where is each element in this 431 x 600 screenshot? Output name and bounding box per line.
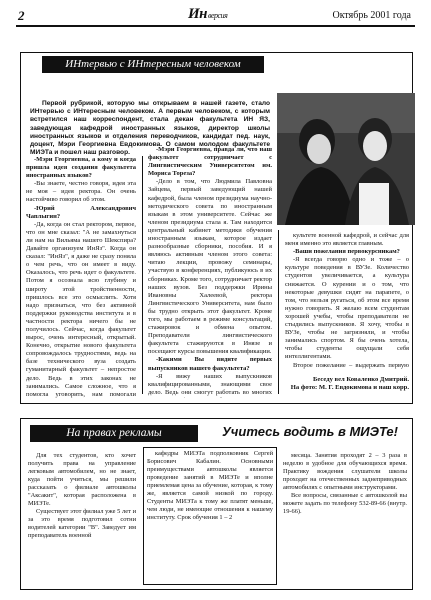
signature-author: Беседу вел Коваленко Дмитрий. [313,376,409,383]
issue-date: Октябрь 2001 года [332,10,411,21]
interview-section-title: ИНтервью с ИНтересным человеком [42,56,264,73]
ad-paragraph: кафедры МИЭТа подполковник Сергей Борисович Кабалин. Основными преимуществами автошколы является проведение занятий в МИЭТе и вполне приемлемая цена за обучение, которая, к тому же, является самой низкой по городу. Студенты МИЭТа к тому же платят меньше, чем люди, не имеющие отношения к нашему институту. Срок обучения 1 – 2 [147,450,273,521]
logo-main: Ин [188,6,207,22]
ads-section-title: На правах рекламы [30,425,198,442]
interview-question: -Юрий Александрович Чаплыгин? [26,204,136,220]
signature-photo-credit: На фото: М. Г. Евдокимова и наш корр. [290,384,409,392]
interview-answer: -Да, когда он стал ректором, первое, что он мне сказал: "А не замахнуться ли нам на Вильяма нашего Шекспира? Давайте организуем ИнЯз". Когда он сказал: "ИнЯз", я даже не сразу поняла о чем речь, что он имеет в виду. Оказалось, что речь идет о факультете. Потом я осознала всю глубину и широту этой тройственности, пришлось все это осмыслить. Хотя надо признаться, что без активной поддержки руководства института и в частности ректора ничего бы не получилось. Сейчас, когда факультет вырос, очень интересный, открытый. Конечно, открытие нового факультета сопровождалось трудностями, ведь на базе технического вуза создать гуманитарный факультет – непростое дело. Ведь в этих законах не занимались. Самое сложное, что я помогла уговорить, нам помогали [26,220,136,398]
interview-answer: культете военной кафедрой, и сейчас для меня именно это является главным. [285,232,409,248]
interview-column-3 [285,232,409,370]
interview-answer: -Дело в том, что Людмила Павловна Зайцева, первый заведующий нашей кафедрой, была членом президиума научно-методического совета по иностранным языкам в этом университете. Сейчас же членом президиума стала я. Там находится центральный кабинет методики обучения иностранным языкам, которое издает разнообразные сборники, пособия. И я являюсь активным членом этого совета: читаю лекции, провожу семинары, участвую в конференциях, публикуюсь в их сборниках. Кроме того, сотрудничает ректор наших вузов. Без поддержки Ирины Ивановны Халеевой, ректора Лингвистического Университета, нам было бы трудно открыть этот факультет. Кроме того, мы работаем в режиме консультаций, стажировок и обмена опытом. Преподаватели лингвистического факультета стажируются в Инязе и посещают курсы повышения квалификации. [148,178,272,356]
interview-column-2 [148,146,272,398]
ad-paragraph: Для тех студентов, кто хочет получить права на управление легковым автомобилем, но не знает, куда пойти учиться, мы решили рассказать о филиале автошколы "Аксакит", которая расположена в МИЭТе. [28,452,136,507]
masthead-rule [16,25,415,27]
interview-answer: -Вы знаете, честно говоря, идея эта не моя – идея ректора. Он очень настойчиво говорил об этом. [26,180,136,204]
logo-sub: версия [208,11,228,20]
column-divider [278,230,279,394]
ad-paragraph: месяца. Занятия проходят 2 – 3 раза в неделю в удобное для обучающихся время. Практику вождения слушатели школы проходят на отечественных заднеприводных автомобилях с опытными инструкторами. [283,452,407,491]
interview-question: -Ваши пожелания первокурсникам? [293,248,400,256]
ad-paragraph: Все вопросы, связанные с автошколой вы можете задать по телефону 532-89-66 (внутр. 19-66). [283,492,407,515]
ads-column-1 [28,452,136,584]
interview-signature [291,376,409,393]
interview-question: -Мэри Георгиевна, а кому и когда пришла идея создания факультета иностранных языков? [26,156,136,180]
ads-headline: Учитесь водить в МИЭТе! [222,424,398,439]
interview-answer: Второе пожелание – выдержать первую [293,361,409,369]
ad-paragraph: Существует этот филиал уже 5 лет и за это время подготовил сотни водителей категории "В". Заведует им преподаватель военной [28,508,136,539]
photo-image [277,93,415,225]
interview-column-1 [26,156,136,398]
interview-intro: Первой рубрикой, которую мы открываем в нашей газете, стало ИНтервью с ИНтересным человеком. А первым человеком, с которым встретился наш корреспондент, стала декан факультета ИН ЯЗ, заведующая кафедрой иностранных языков, директор школы иностранных языков и отделения переводчиков, кандидат пед. наук, доцент, Мэри Георгиевна Евдокимова. О самом молодом факультете МИЭТа и пошел наш разговор. [30,100,270,157]
interview-photo [277,93,415,225]
interview-question: -Какими Вы видите первых выпускников нашего факультета? [148,356,272,372]
ads-column-3 [283,452,407,584]
interview-answer: -Я вижу наших выпускников квалифицированными, знающими свое дело. Ведь они смогут работать во многих [148,372,272,396]
page-number: 2 [18,8,25,23]
column-divider [142,156,143,394]
interview-answer: -Я всегда говорю одно и тоже – о культуре поведения в ВУЗе. Количество студентов увеличивается, а культура снижается. О курении и о том, что некоторые девушки сидят на парапете, о том, что нельзя ругаться, об этом все время нужно говорить. Я желаю всем студентам хорошей учебы, чтобы преподаватели не стыдились выпускников. Я хочу, чтобы в ВУЗе, чтобы не загрязняли, и чтобы занимались спортом. Я бы очень хотела, чтобы студенты ощущали себя интеллигентами. [285,256,409,361]
interview-question: -Мэри Георгиевна, правда ли, что наш факультет сотрудничает с Лингвистическим Университетом им. Мориса Тореза? [148,146,272,178]
newspaper-logo [188,6,227,23]
ads-column-2 [143,447,277,585]
